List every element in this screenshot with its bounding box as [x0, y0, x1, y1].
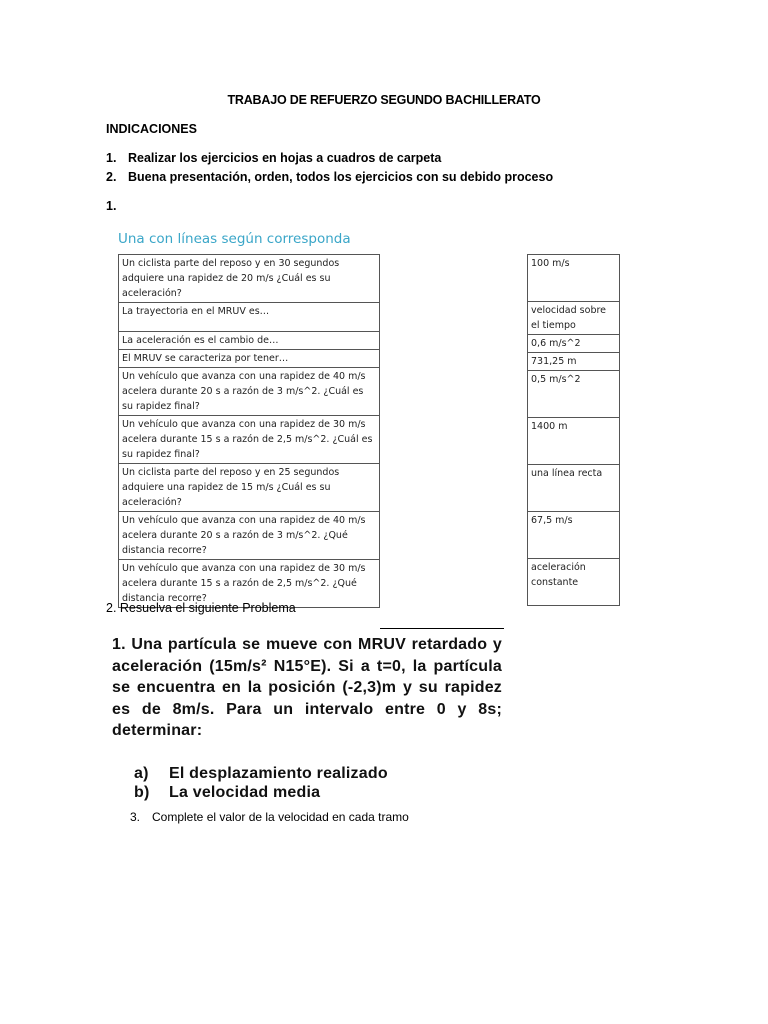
- question-cell: Un ciclista parte del reposo y en 25 segundos adquiere una rapidez de 15 m/s ¿Cuál es su aceleración?: [119, 464, 380, 512]
- question-cell: Un vehículo que avanza con una rapidez de 40 m/s acelera durante 20 s a razón de 3 m/s^2. ¿Cuál es su rapidez final?: [119, 368, 380, 416]
- table-row: [119, 416, 380, 464]
- question-cell: Un ciclista parte del reposo y en 30 segundos adquiere una rapidez de 20 m/s ¿Cuál es su aceleración?: [119, 255, 380, 303]
- instruction-number: 1.: [106, 151, 117, 165]
- divider-line: [380, 628, 504, 629]
- table-row: [528, 335, 620, 353]
- match-exercise-title: Una con líneas según corresponda: [118, 231, 351, 247]
- answer-cell: 0,6 m/s^2: [528, 335, 620, 353]
- instruction-number: 2.: [106, 170, 117, 184]
- indicaciones-heading: INDICACIONES: [106, 122, 197, 136]
- question-cell: El MRUV se caracteriza por tener…: [119, 350, 380, 368]
- problem-block: [112, 634, 502, 801]
- instruction-text: Buena presentación, orden, todos los ejercicios con su debido proceso: [128, 170, 554, 184]
- instruction-item: [106, 151, 442, 165]
- table-row: [119, 464, 380, 512]
- part-b-text: La velocidad media: [169, 784, 321, 801]
- table-row: [119, 368, 380, 416]
- part-a-text: El desplazamiento realizado: [169, 765, 388, 782]
- table-row: [119, 512, 380, 560]
- table-row: [119, 350, 380, 368]
- instruction-item: [106, 170, 554, 184]
- instruction-text: Realizar los ejercicios en hojas a cuadros de carpeta: [128, 151, 442, 165]
- answer-cell: velocidad sobre el tiempo: [528, 302, 620, 335]
- question-3-number: 3.: [130, 810, 141, 824]
- table-row: [119, 255, 380, 303]
- question-1-number: 1.: [106, 199, 117, 213]
- question-3-line: [130, 810, 409, 824]
- table-row: [528, 353, 620, 371]
- question-cell: La aceleración es el cambio de…: [119, 332, 380, 350]
- table-row: [528, 559, 620, 606]
- table-row: [528, 255, 620, 302]
- answers-table: [527, 254, 620, 606]
- table-row: [119, 303, 380, 332]
- table-row: [528, 302, 620, 335]
- answer-cell: 67,5 m/s: [528, 512, 620, 559]
- table-row: [528, 465, 620, 512]
- table-row: [528, 512, 620, 559]
- questions-table: [118, 254, 380, 608]
- answer-cell: una línea recta: [528, 465, 620, 512]
- answer-cell: aceleración constante: [528, 559, 620, 606]
- answer-cell: 0,5 m/s^2: [528, 371, 620, 418]
- question-cell: Un vehículo que avanza con una rapidez de 30 m/s acelera durante 15 s a razón de 2,5 m/s^2. ¿Cuál es su rapidez final?: [119, 416, 380, 464]
- problem-statement: 1. Una partícula se mueve con MRUV retardado y aceleración (15m/s² N15°E). Si a t=0, la partícula se encuentra en la posición (-2,3)m y su rapidez es de 8m/s. Para un intervalo entre 0 y 8s; determinar:: [112, 636, 502, 739]
- document-title: TRABAJO DE REFUERZO SEGUNDO BACHILLERATO: [227, 93, 541, 107]
- question-cell: Un vehículo que avanza con una rapidez de 30 m/s acelera durante 15 s a razón de 2,5 m/s^2. ¿Qué distancia recorre?: [119, 560, 380, 608]
- table-row: [119, 332, 380, 350]
- question-3-text: Complete el valor de la velocidad en cada tramo: [152, 810, 409, 824]
- question-cell: Un vehículo que avanza con una rapidez de 40 m/s acelera durante 20 s a razón de 3 m/s^2. ¿Qué distancia recorre?: [119, 512, 380, 560]
- part-a-letter: a): [134, 765, 149, 782]
- table-row: [528, 371, 620, 418]
- problem-part-b: [134, 782, 320, 804]
- answer-cell: 731,25 m: [528, 353, 620, 371]
- question-cell: La trayectoria en el MRUV es…: [119, 303, 380, 332]
- answer-cell: 100 m/s: [528, 255, 620, 302]
- question-2-heading: 2. Resuelva el siguiente Problema: [106, 601, 296, 615]
- part-b-letter: b): [134, 784, 150, 801]
- table-row: [528, 418, 620, 465]
- answer-cell: 1400 m: [528, 418, 620, 465]
